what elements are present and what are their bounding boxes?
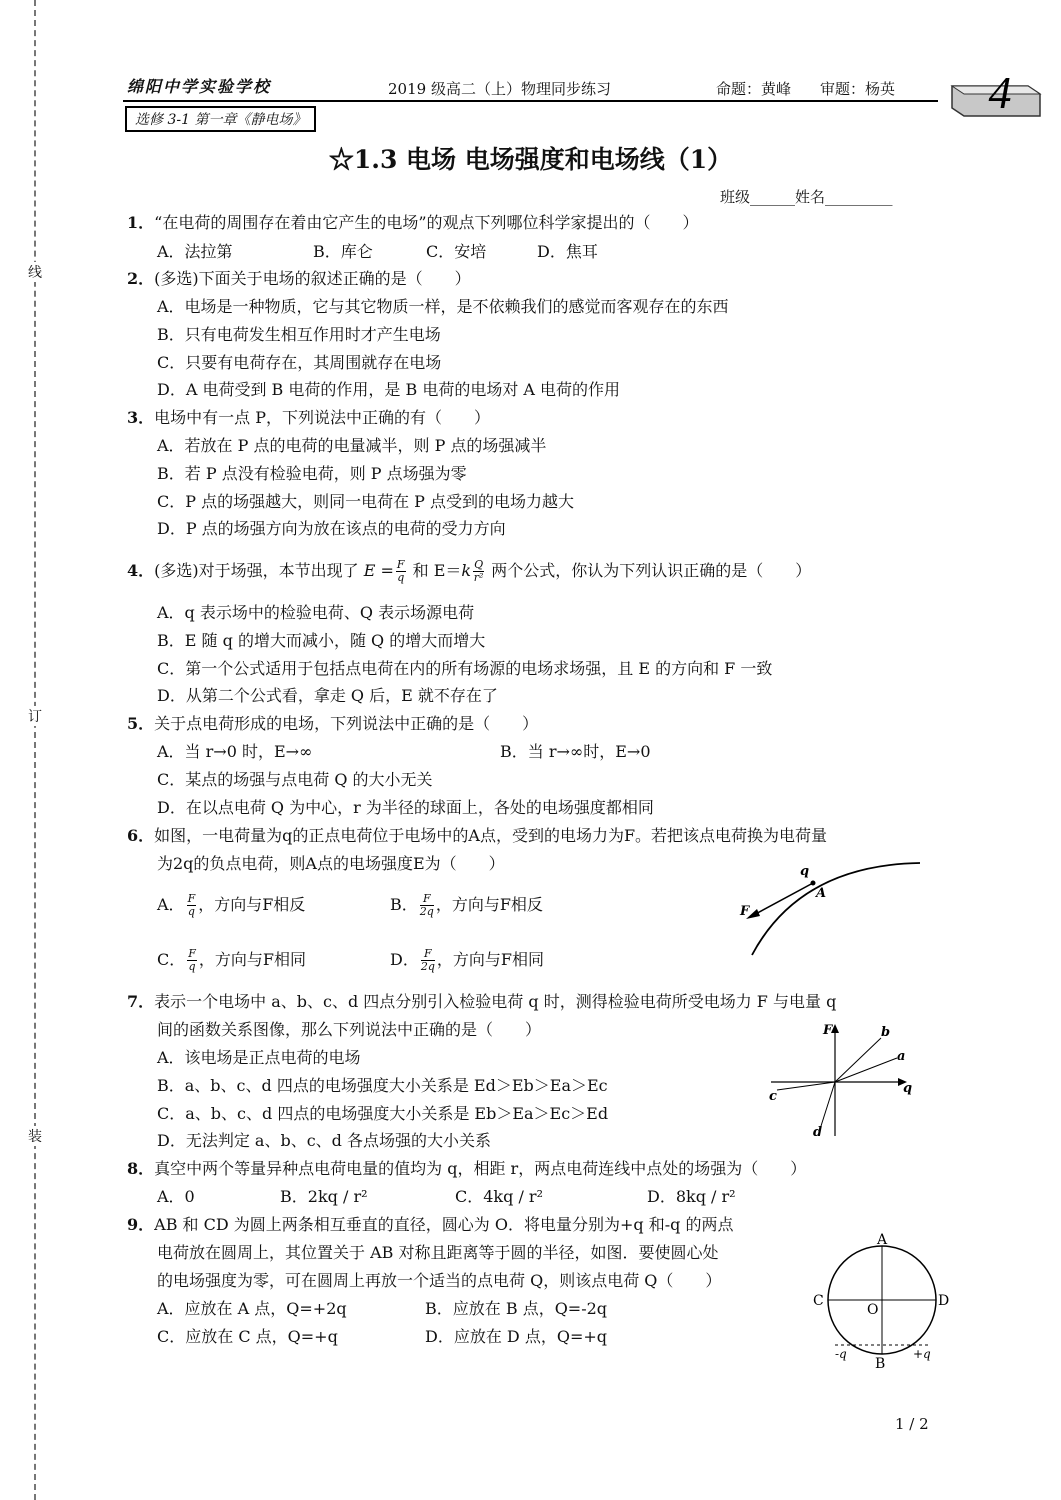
q2-option-d: D．A 电荷受到 B 电荷的作用，是 B 电荷的电场对 A 电荷的作用	[157, 380, 621, 399]
page-title: ☆1.3 电场 电场强度和电场线（1）	[328, 145, 733, 174]
q7-option-a: A．该电场是正点电荷的电场	[157, 1048, 361, 1067]
svg-text:b: b	[881, 1025, 891, 1040]
svg-text:-q: -q	[835, 1347, 847, 1361]
svg-text:O: O	[867, 1302, 879, 1318]
eq1-fraction: $\frac{F}{q}$	[396, 558, 405, 584]
q1-option-d: D．焦耳	[537, 242, 598, 261]
q2-option-c: C．只要有电荷存在，其周围就存在电场	[157, 353, 442, 372]
question-6-line2: 为2q的负点电荷，则A点的电场强度E为（ ）	[157, 854, 505, 873]
question-9-line2: 电荷放在圆周上，其位置关于 AB 对称且距离等于圆的半径，如图．要使圆心处	[157, 1243, 719, 1262]
q5-option-d: D．在以点电荷 Q 为中心，r 为半径的球面上，各处的电场强度都相同	[157, 798, 654, 817]
q8-option-d: D．8kq / r²	[647, 1187, 736, 1206]
svg-text:D: D	[938, 1293, 950, 1309]
q2-option-a: A．电场是一种物质，它与其它物质一样，是不依赖我们的感觉而客观存在的东西	[157, 297, 729, 316]
margin-char-zhuang: 装	[26, 1126, 44, 1146]
q6-option-a: A． $\frac{F}{q}$ ，方向与F相反	[157, 892, 306, 918]
q7-figure	[765, 1018, 925, 1140]
q8-option-a: A．0	[157, 1187, 195, 1206]
svg-text:q: q	[800, 864, 810, 879]
q7-option-b: B．a、b、c、d 四点的电场强度大小关系是 Ed＞Eb＞Ea＞Ec	[157, 1076, 608, 1095]
q1-option-a: A．法拉第	[157, 242, 233, 261]
q1-option-b: B．库仑	[313, 242, 373, 261]
question-2: 2．(多选)下面关于电场的叙述正确的是（ ）	[127, 269, 471, 288]
q5-option-c: C．某点的场强与点电荷 Q 的大小无关	[157, 770, 433, 789]
eq2-fraction: $\frac{Q}{\text{r²}}$	[473, 558, 484, 584]
header-rule	[123, 100, 938, 102]
q4-option-c: C．第一个公式适用于包括点电荷在内的所有场源的电场求场强，且 E 的方向和 F 一致	[157, 659, 773, 678]
svg-text:a: a	[897, 1049, 906, 1064]
q3-option-d: D．P 点的场强方向为放在该点的电荷的受力方向	[157, 519, 506, 538]
question-4: 4．(多选)对于场强，本节出现了 E = $\frac{F}{q}$ 和 E＝k $\frac{Q}{\text{r²}}$ 两个公式，你认为下列认识正确的是（ ）	[127, 558, 812, 584]
margin-char-ding: 订	[26, 706, 44, 726]
svg-text:+q: +q	[913, 1347, 931, 1361]
course-title: 2019 级高二（上）物理同步练习	[388, 80, 611, 98]
question-3: 3．电场中有一点 P，下列说法中正确的有（ ）	[127, 408, 490, 427]
q7-option-c: C．a、b、c、d 四点的电场强度大小关系是 Eb＞Ea＞Ec＞Ed	[157, 1104, 609, 1123]
question-5: 5．关于点电荷形成的电场，下列说法中正确的是（ ）	[127, 714, 539, 733]
school-name: 绵阳中学实验学校	[127, 77, 272, 96]
q6-option-b: B． $\frac{F}{2q}$ ，方向与F相反	[390, 892, 543, 918]
binding-margin-line	[34, 0, 36, 1500]
lesson-badge	[948, 66, 1044, 120]
q3-option-c: C．P 点的场强越大，则同一电荷在 P 点受到的电场力越大	[157, 492, 575, 511]
question-7: 7．表示一个电场中 a、b、c、d 四点分别引入检验电荷 q 时，测得检验电荷所受电场力 F 与电量 q	[127, 992, 837, 1011]
q5-option-a: A．当 r→0 时，E→∞	[157, 742, 313, 761]
svg-text:F: F	[823, 1023, 833, 1038]
page-number: 1 / 2	[895, 1415, 929, 1433]
q9-option-b: B．应放在 B 点，Q=-2q	[425, 1299, 608, 1318]
class-name-line: 班级______姓名_________	[720, 188, 893, 206]
margin-char-line: 线	[26, 262, 44, 282]
svg-text:d: d	[813, 1125, 823, 1140]
q9-figure	[805, 1230, 965, 1375]
q5-option-b: B．当 r→∞时，E→0	[500, 742, 651, 761]
svg-text:B: B	[875, 1356, 886, 1372]
question-8: 8．真空中两个等量异种点电荷电量的值均为 q，相距 r，两点电荷连线中点处的场强为（ ）	[127, 1159, 807, 1178]
q6-figure	[730, 855, 930, 960]
question-9-line3: 的电场强度为零，可在圆周上再放一个适当的点电荷 Q，则该点电荷 Q（ ）	[157, 1271, 722, 1290]
svg-text:q: q	[903, 1081, 913, 1096]
q6-option-c: C． $\frac{F}{q}$ ，方向与F相同	[157, 947, 306, 973]
svg-text:F: F	[740, 904, 750, 919]
badge-number: 4	[988, 67, 1012, 118]
svg-text:A: A	[877, 1232, 888, 1248]
q3-option-a: A．若放在 P 点的电荷的电量减半，则 P 点的场强减半	[157, 436, 547, 455]
svg-text:A: A	[816, 886, 827, 901]
q8-option-b: B．2kq / r²	[280, 1187, 368, 1206]
q9-option-a: A．应放在 A 点，Q=+2q	[157, 1299, 347, 1318]
eq1-lhs: E =	[363, 561, 394, 580]
q6-option-d: D． $\frac{F}{2q}$ ，方向与F相同	[390, 947, 544, 973]
q7-option-d: D．无法判定 a、b、c、d 各点场强的大小关系	[157, 1131, 491, 1150]
q1-option-c: C．安培	[426, 242, 487, 261]
author: 命题：黄峰	[716, 80, 792, 98]
question-1: 1．“在电荷的周围存在着由它产生的电场”的观点下列哪位科学家提出的（ ）	[127, 213, 699, 232]
q9-option-c: C．应放在 C 点，Q=+q	[157, 1327, 338, 1346]
question-7-line2: 间的函数关系图像，那么下列说法中正确的是（ ）	[157, 1020, 542, 1039]
q3-option-b: B．若 P 点没有检验电荷，则 P 点场强为零	[157, 464, 467, 483]
q9-option-d: D．应放在 D 点，Q=+q	[425, 1327, 608, 1346]
svg-text:C: C	[813, 1293, 824, 1309]
chapter-label: 选修 3-1 第一章《静电场》	[125, 106, 316, 132]
q4-option-b: B．E 随 q 的增大而减小，随 Q 的增大而增大	[157, 631, 486, 650]
reviewer: 审题：杨英	[820, 80, 896, 98]
q4-option-d: D．从第二个公式看，拿走 Q 后，E 就不存在了	[157, 686, 498, 705]
q2-option-b: B．只有电荷发生相互作用时才产生电场	[157, 325, 441, 344]
svg-text:c: c	[769, 1089, 777, 1104]
q8-option-c: C．4kq / r²	[455, 1187, 543, 1206]
question-9: 9．AB 和 CD 为圆上两条相互垂直的直径，圆心为 O．将电量分别为+q 和-q 的两点	[127, 1215, 734, 1234]
question-6: 6．如图，一电荷量为q的正点电荷位于电场中的A点，受到的电场力为F。若把该点电荷换为电荷量	[127, 826, 828, 845]
q4-option-a: A．q 表示场中的检验电荷、Q 表示场源电荷	[157, 603, 475, 622]
